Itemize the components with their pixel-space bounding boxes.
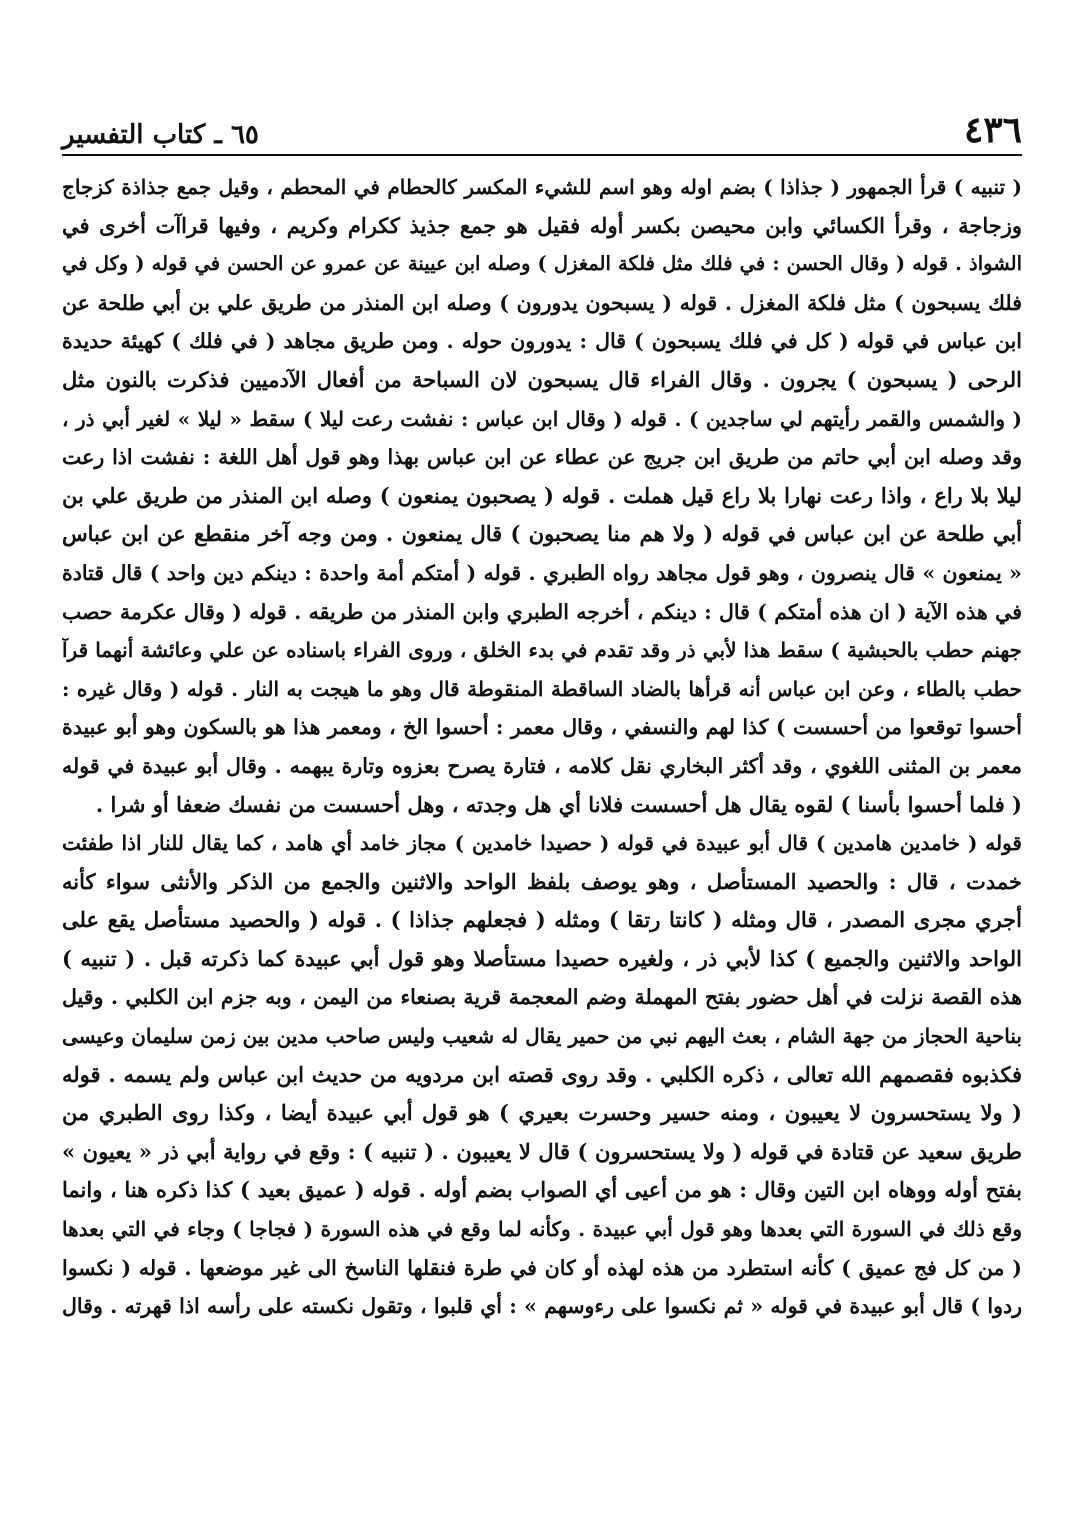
- text-line: بفتح أوله ووهاه ابن التين وقال : هو من أعيى أي الصواب بضم أوله . قوله ( عميق بعيد ) كذا ذكره هنا ، وانما: [62, 1177, 1022, 1203]
- text-line: هذه القصة نزلت في أهل حضور بفتح المهملة وضم المعجمة قرية بصنعاء من اليمن ، وبه جزم ابن الكلبي . وقيل: [62, 985, 1022, 1010]
- page-header: [62, 96, 1022, 151]
- text-line: وزجاجة ، وقرأ الكسائي وابن محيصن بكسر أوله فقيل هو جمع جذيذ ككرام وكريم ، وفيها قراآت أخرى في: [62, 212, 1022, 238]
- text-line: خمدت ، قال : والحصيد المستأصل ، وهو يوصف بلفظ الواحد والاثنين والجمع من الذكر والأنثى سواء كأنه: [62, 868, 1022, 894]
- text-line: فكذبوه فقصمهم الله تعالى ، ذكره الكلبي . وقد روى قصته ابن مردويه من حديث ابن عباس ولم يسمه . قوله: [62, 1061, 1022, 1087]
- text-line: « يمنعون » قال ينصرون ، وهو قول مجاهد رواه الطبري . قوله ( أمتكم أمة واحدة : دينكم دين واحد ) قال قتادة: [62, 560, 1022, 585]
- text-line: ( ولا يستحسرون لا يعيبون ، ومنه حسير وحسرت بعيري ) هو قول أبي عبيدة أيضا ، وكذا روى الطبري من: [62, 1100, 1022, 1126]
- text-line: ( من كل فج عميق ) كأنه استطرد من هذه لهذه أو كان في طرة فنقلها الناسخ الى غير موضعها . قوله ( نكسوا: [62, 1255, 1022, 1280]
- text-line: بناحية الحجاز من جهة الشام ، بعث اليهم نبي من حمير يقال له شعيب وليس صاحب مدين بين زمن سليمان وعيسى: [62, 1024, 1022, 1049]
- text-line: في هذه الآية ( ان هذه أمتكم ) قال : دينكم ، أخرجه الطبري وابن المنذر من طريقه . قوله ( وقال عكرمة حصب: [62, 599, 1022, 624]
- text-line: جهنم حطب بالحبشية ) سقط هذا لأبي ذر وقد تقدم في بدء الخلق ، وروى الفراء باسناده عن علي وعائشة أنهما قرآ: [62, 638, 1022, 663]
- text-line: ليلا بلا راع ، واذا رعت نهارا بلا راع قيل هملت . قوله ( يصحبون يمنعون ) وصله ابن المنذر من طريق علي بن: [62, 482, 1022, 508]
- text-line: ( فلما أحسوا بأسنا ) لقوه يقال هل أحسست فلانا أي هل وجدته ، وهل أحسست من نفسك ضعفا أو شرا .: [95, 791, 1022, 817]
- text-line: حطب بالطاء ، وعن ابن عباس أنه قرأها بالضاد الساقطة المنقوطة قال وهو ما هيجت به النار . قوله ( وقال غيره :: [62, 676, 1022, 701]
- text-line: طريق سعيد عن قتادة في قوله ( ولا يستحسرون ) قال لا يعيبون . ( تنبيه ) : وقع في رواية أبي ذر « يعيون »: [62, 1138, 1022, 1164]
- text-line: الشواذ . قوله ( وقال الحسن : في فلك مثل فلكة المغزل ) وصله ابن عيينة عن عمرو عن الحسن في قوله ( وكل في: [62, 252, 1022, 276]
- text-line: قوله ( خامدين هامدين ) قال أبو عبيدة في قوله ( حصيدا خامدين ) مجاز خامد أي هامد ، كما يقال للنار اذا طفئت: [62, 831, 1022, 856]
- text-line: الرحى ( يسبحون ) يجرون . وقال الفراء قال يسبحون لان السباحة من أفعال الآدميين فذكرت بالنون مثل: [62, 366, 1022, 392]
- running-title: ٦٥ ـ كتاب التفسير: [62, 120, 259, 150]
- text-line: أبي طلحة عن ابن عباس في قوله ( ولا هم منا يصحبون ) قال يمنعون . ومن وجه آخر منقطع عن ابن عباس: [62, 521, 1022, 547]
- text-line: أجري مجرى المصدر ، قال ومثله ( كانتا رتقا ) ومثله ( فجعلهم جذاذا ) . قوله ( والحصيد مستأصل يقع على: [62, 907, 1022, 933]
- header-divider: [62, 154, 1022, 156]
- text-line: أحسوا توقعوا من أحسست ) كذا لهم والنسفي ، وقال معمر : أحسوا الخ ، ومعمر هذا هو بالسكون وهو أبو عبيدة: [62, 715, 1022, 740]
- text-line: ابن عباس في قوله ( كل في فلك يسبحون ) قال : يدورون حوله . ومن طريق مجاهد ( في فلك ) كهيئة حديدة: [62, 329, 1022, 354]
- text-line: فلك يسبحون ) مثل فلكة المغزل . قوله ( يسبحون يدورون ) وصله ابن المنذر من طريق علي بن أبي طلحة عن: [62, 290, 1022, 315]
- text-line: ( والشمس والقمر رأيتهم لي ساجدين ) . قوله ( وقال ابن عباس : نفشت رعت ليلا ) سقط « ليلا » لغير أبي ذر ،: [62, 406, 1022, 431]
- text-line: معمر بن المثنى اللغوي ، وقد أكثر البخاري نقل كلامه ، فتارة يصرح بعزوه وتارة يبهمه . وقال أبو عبيدة في قوله: [62, 753, 1022, 778]
- page-number: ٤٣٦: [963, 109, 1022, 151]
- text-line: وقع ذلك في السورة التي بعدها وهو قول أبي عبيدة . وكأنه لما وقع في هذه السورة ( فجاجا ) وجاء في التي بعدها: [62, 1217, 1022, 1242]
- text-line: وقد وصله ابن أبي حاتم من طريق ابن جريج عن عطاء عن ابن عباس بهذا وهو قول أهل اللغة : نفشت اذا رعت: [62, 445, 1022, 470]
- text-line: ردوا ) قال أبو عبيدة في قوله « ثم نكسوا على رءوسهم » : أي قلبوا ، وتقول نكسته على رأسه اذا قهرته . وقال: [62, 1294, 1022, 1319]
- body-text: [62, 168, 1022, 1326]
- text-line: الواحد والاثنين والجميع ) كذا لأبي ذر ، ولغيره حصيدا مستأصلا وهو قول أبي عبيدة كما ذكرته قبل . ( تنبيه ): [62, 945, 1022, 971]
- text-line: ( تنبيه ) قرأ الجمهور ( جذاذا ) بضم اوله وهو اسم للشيء المكسر كالحطام في المحطم ، وقيل جمع جذاذة كزجاج: [62, 175, 1022, 199]
